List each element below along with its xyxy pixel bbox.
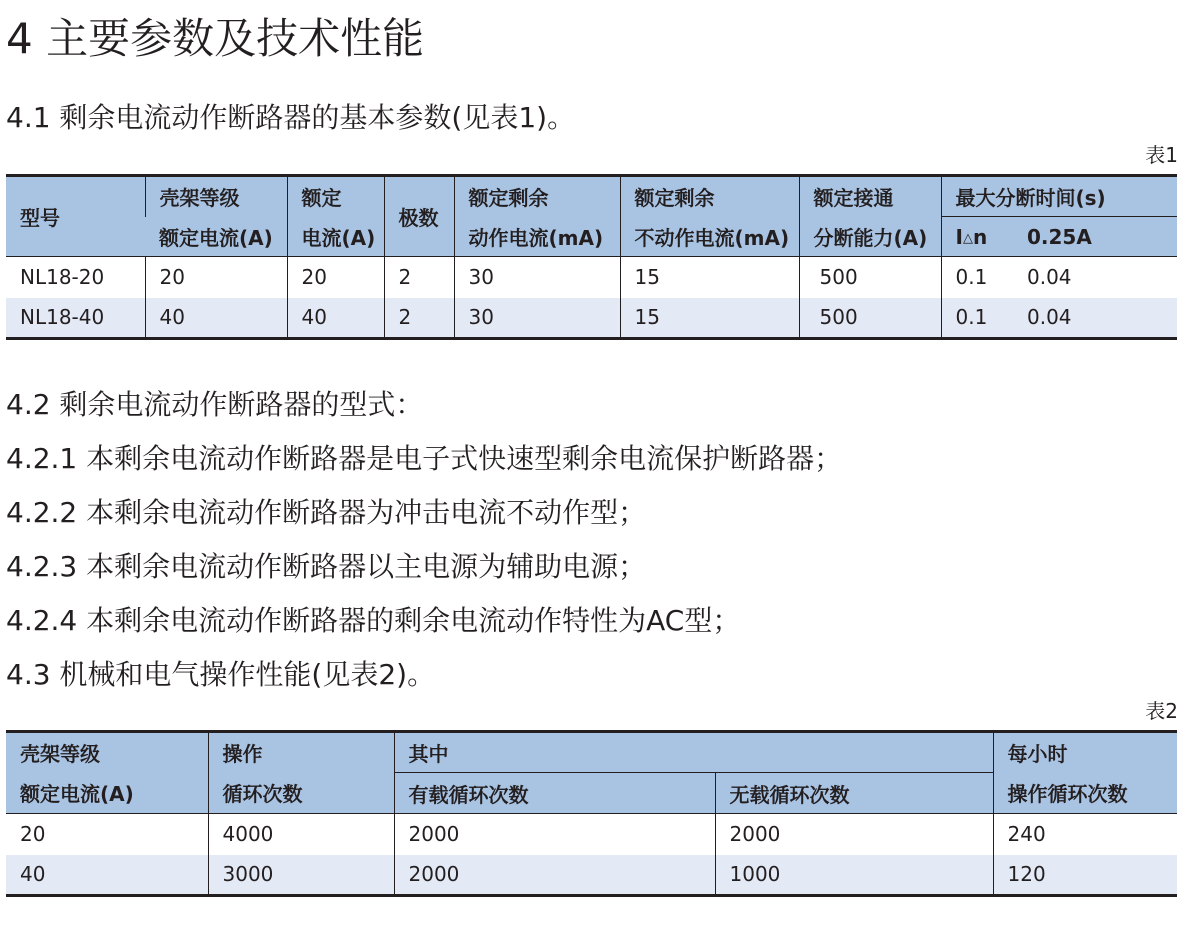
clause-4-1: 4.1 剩余电流动作断路器的基本参数(见表1)。 xyxy=(6,101,576,134)
idn-suffix: n xyxy=(972,224,988,249)
cell-load: 2000 xyxy=(394,814,715,855)
header-ops-line2: 循环次数 xyxy=(208,773,394,814)
table-row xyxy=(6,298,1177,339)
header-per-hour-line2: 操作循环次数 xyxy=(993,773,1177,814)
cell-time-idn: 0.1 xyxy=(941,257,1013,298)
table2-caption: 表2 xyxy=(1145,699,1178,723)
table-row xyxy=(6,814,1177,855)
cell-model: NL18-20 xyxy=(20,265,105,290)
header-residual-op-line1: 额定剩余 xyxy=(454,176,620,217)
header-per-hour-line1: 每小时 xyxy=(993,732,1177,773)
header-residual-nonop-line2: 不动作电流(mA) xyxy=(620,217,799,257)
clause-4-2-4: 4.2.4 本剩余电流动作断路器的剩余电流动作特性为AC型； xyxy=(6,604,741,637)
clause-4-2-2: 4.2.2 本剩余电流动作断路器为冲击电流不动作型； xyxy=(6,496,647,529)
header-residual-nonop-line1: 额定剩余 xyxy=(620,176,799,217)
table-row xyxy=(6,257,1177,298)
header-025a: 0.25A xyxy=(1013,217,1177,257)
cell-ops: 4000 xyxy=(208,814,394,855)
cell-rated: 40 xyxy=(287,298,384,339)
cell-frame: 20 xyxy=(20,822,46,847)
cell-load: 2000 xyxy=(394,855,715,896)
cell-poles: 2 xyxy=(384,257,454,298)
cell-time-025a: 0.04 xyxy=(1027,265,1072,290)
cell-rated: 20 xyxy=(287,257,384,298)
cell-frame: 20 xyxy=(145,257,287,298)
clause-4-3: 4.3 机械和电气操作性能(见表2)。 xyxy=(6,658,436,691)
header-breaking-line2: 分断能力(A) xyxy=(799,217,941,257)
idn-prefix: I xyxy=(955,224,963,249)
header-rated-line1: 额定 xyxy=(287,176,384,217)
header-max-break-time: 最大分断时间(s) xyxy=(941,176,1177,217)
header-rated-line2: 电流(A) xyxy=(287,217,384,257)
cell-poles: 2 xyxy=(384,298,454,339)
delta-icon: △ xyxy=(962,230,973,246)
header-among: 其中 xyxy=(394,732,993,773)
header-ops-line1: 操作 xyxy=(208,732,394,773)
header-noload-cycles: 无载循环次数 xyxy=(715,773,993,814)
table2-operation-performance xyxy=(6,730,1177,897)
header-breaking-line1: 额定接通 xyxy=(799,176,941,217)
section-heading: 4 主要参数及技术性能 xyxy=(6,14,425,63)
clause-4-2: 4.2 剩余电流动作断路器的型式： xyxy=(6,388,424,421)
header-frame-line2: 额定电流(A) xyxy=(145,217,287,257)
cell-frame: 40 xyxy=(145,298,287,339)
header-idn xyxy=(941,217,1013,257)
table-row xyxy=(6,855,1177,896)
cell-per-hour: 240 xyxy=(993,814,1177,855)
cell-model: NL18-40 xyxy=(6,298,145,339)
cell-residual-nonop: 15 xyxy=(620,257,799,298)
cell-residual-op: 30 xyxy=(454,257,620,298)
header-frame-line1: 壳架等级 xyxy=(6,732,208,773)
table1-caption: 表1 xyxy=(1145,143,1178,167)
cell-per-hour: 120 xyxy=(993,855,1177,896)
cell-breaking: 500 xyxy=(799,298,941,339)
header-load-cycles: 有载循环次数 xyxy=(394,773,715,814)
clause-4-2-3: 4.2.3 本剩余电流动作断路器以主电源为辅助电源； xyxy=(6,550,647,583)
table1-basic-parameters xyxy=(6,174,1177,340)
cell-residual-nonop: 15 xyxy=(620,298,799,339)
cell-time-025a: 0.04 xyxy=(1013,298,1177,339)
cell-noload: 1000 xyxy=(715,855,993,896)
cell-ops: 3000 xyxy=(208,855,394,896)
header-frame-line2: 额定电流(A) xyxy=(6,773,208,814)
header-poles: 极数 xyxy=(384,176,454,257)
header-frame-line1: 壳架等级 xyxy=(145,176,287,217)
cell-time-idn: 0.1 xyxy=(941,298,1013,339)
clause-4-2-1: 4.2.1 本剩余电流动作断路器是电子式快速型剩余电流保护断路器； xyxy=(6,442,843,475)
cell-breaking: 500 xyxy=(799,257,941,298)
header-model: 型号 xyxy=(6,176,145,257)
cell-frame: 40 xyxy=(6,855,208,896)
cell-noload: 2000 xyxy=(715,814,993,855)
cell-residual-op: 30 xyxy=(454,298,620,339)
header-residual-op-line2: 动作电流(mA) xyxy=(454,217,620,257)
